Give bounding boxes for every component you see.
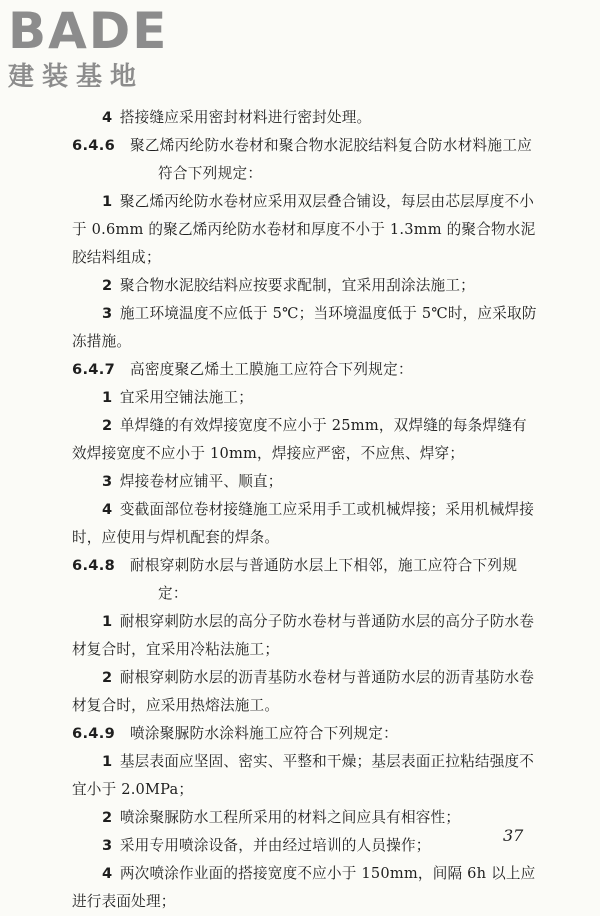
paragraph-text: 聚乙烯丙纶防水卷材和聚合物水泥胶结料复合防水材料施工应符合下列规定： xyxy=(129,137,533,182)
clause-number: 6.4.8 xyxy=(72,557,116,574)
list-item xyxy=(72,748,540,804)
list-item xyxy=(72,664,540,720)
item-number: 2 xyxy=(102,809,113,826)
paragraph-text: 聚合物水泥胶结料应按要求配制，宜采用刮涂法施工； xyxy=(119,277,475,294)
clause-paragraph xyxy=(72,132,540,188)
document-body xyxy=(72,104,540,916)
clause-paragraph xyxy=(72,356,540,384)
clause-paragraph xyxy=(72,720,540,748)
list-item xyxy=(72,832,540,860)
page-number: 37 xyxy=(503,826,524,845)
list-item xyxy=(72,300,540,356)
clause-number: 6.4.6 xyxy=(72,137,116,154)
logo-tagline: 建装基地 xyxy=(8,62,145,92)
paragraph-text: 采用专用喷涂设备，并由经过培训的人员操作； xyxy=(119,837,431,854)
paragraph-text: 焊接卷材应铺平、顺直； xyxy=(119,473,283,490)
item-number: 1 xyxy=(102,193,113,210)
list-item xyxy=(72,412,540,468)
paragraph-text: 耐根穿刺防水层与普通防水层上下相邻，施工应符合下列规定： xyxy=(129,557,518,602)
paragraph-text: 耐根穿刺防水层的高分子防水卷材与普通防水层的高分子防水卷材复合时，宜采用冷粘法施工； xyxy=(72,613,535,658)
list-item xyxy=(72,468,540,496)
list-item xyxy=(72,496,540,552)
item-number: 3 xyxy=(102,473,113,490)
list-item xyxy=(72,104,540,132)
list-item xyxy=(72,804,540,832)
clause-number: 6.4.9 xyxy=(72,725,116,742)
item-number: 4 xyxy=(102,865,113,882)
logo-brand: BADE xyxy=(8,2,169,60)
paragraph-text: 搭接缝应采用密封材料进行密封处理。 xyxy=(119,109,372,126)
paragraph-text: 基层表面应坚固、密实、平整和干燥；基层表面正拉粘结强度不宜小于 2.0MPa； xyxy=(72,753,535,798)
paragraph-text: 高密度聚乙烯土工膜施工应符合下列规定： xyxy=(129,361,413,378)
clause-paragraph xyxy=(72,552,540,608)
item-number: 1 xyxy=(102,389,113,406)
item-number: 4 xyxy=(102,501,113,518)
item-number: 3 xyxy=(102,837,113,854)
list-item xyxy=(72,384,540,412)
item-number: 2 xyxy=(102,277,113,294)
paragraph-text: 耐根穿刺防水层的沥青基防水卷材与普通防水层的沥青基防水卷材复合时，应采用热熔法施工。 xyxy=(72,669,535,714)
item-number: 3 xyxy=(102,305,113,322)
paragraph-text: 两次喷涂作业面的搭接宽度不应小于 150mm，间隔 6h 以上应进行表面处理； xyxy=(72,865,536,910)
item-number: 4 xyxy=(102,109,113,126)
logo xyxy=(8,4,178,92)
paragraph-text: 喷涂聚脲防水涂料施工应符合下列规定： xyxy=(129,725,399,742)
item-number: 2 xyxy=(102,417,113,434)
paragraph-text: 施工环境温度不应低于 5℃；当环境温度低于 5℃时，应采取防冻措施。 xyxy=(72,305,537,350)
list-item xyxy=(72,860,540,916)
list-item xyxy=(72,188,540,272)
item-number: 1 xyxy=(102,613,113,630)
list-item xyxy=(72,272,540,300)
clause-number: 6.4.7 xyxy=(72,361,116,378)
paragraph-text: 宜采用空铺法施工； xyxy=(119,389,254,406)
paragraph-text: 单焊缝的有效焊接宽度不应小于 25mm，双焊缝的每条焊缝有效焊接宽度不应小于 10mm，焊接应严密，不应焦、焊穿； xyxy=(72,417,527,462)
paragraph-text: 聚乙烯丙纶防水卷材应采用双层叠合铺设，每层由芯层厚度不小于 0.6mm 的聚乙烯丙纶防水卷材和厚度不小于 1.3mm 的聚合物水泥胶结料组成； xyxy=(72,193,536,266)
item-number: 2 xyxy=(102,669,113,686)
item-number: 1 xyxy=(102,753,113,770)
paragraph-text: 变截面部位卷材接缝施工应采用手工或机械焊接；采用机械焊接时，应使用与焊机配套的焊条。 xyxy=(72,501,535,546)
list-item xyxy=(72,608,540,664)
paragraph-text: 喷涂聚脲防水工程所采用的材料之间应具有相容性； xyxy=(119,809,461,826)
